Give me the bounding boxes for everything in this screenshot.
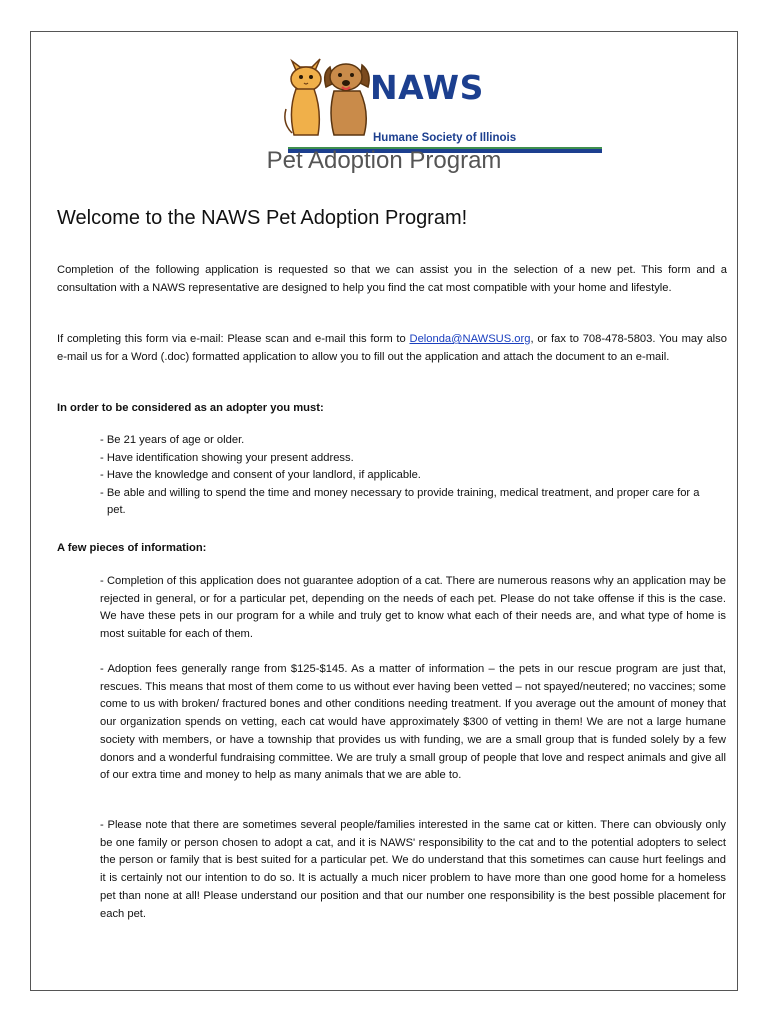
list-item: - Have the knowledge and consent of your landlord, if applicable. xyxy=(100,469,421,481)
logo-subtitle: Humane Society of Illinois xyxy=(373,132,517,144)
welcome-heading: Welcome to the NAWS Pet Adoption Program! xyxy=(57,207,468,229)
email-instructions xyxy=(57,331,727,366)
info-paragraph-selection: - Please note that there are sometimes several people/families interested in the same cat or kitten. There can obviously only be one family or person chosen to adopt a cat, and it is NAWS' responsibility to the cat and to the potential adopters to select the person or family that is best suited for a particular pet. We do understand that this sometimes can cause hurt feelings and it is certainly not our intention to do so. It is actually a much nicer problem to have more than one good home for a homeless pet than none at all! Please understand our position and that our number one responsibility is the best possible placement for each pet. xyxy=(100,819,726,920)
info-paragraph-fees: - Adoption fees generally range from $125-$145. As a matter of information – the pets in our rescue program are just that, rescues. This means that most of them come to us without ever having been vetted – not spayed/neutered; no vaccines; some come to us with broken/ fractured bones and other conditions needing treatment. If you average out the amount of money that our organization spends on vetting, each cat would have approximately $300 of vetting in them! We are not a large humane society with members, or have a township that provides us with funding, we are a small group that is funded solely by a few donors and a wonderful fundraising committee. We are truly a small group of people that love and respect animals and give all of our extra time and money to help as many animals that we are able to. xyxy=(100,663,726,782)
document-page xyxy=(30,31,738,991)
info-paragraph-guarantee: - Completion of this application does not guarantee adoption of a cat. There are numerous reasons why an application may be rejected in general, or for a particular pet, depending on the needs of each pet. Please do not take offense if this is the case. We have these pets in our program for a while and truly get to know what each of their needs are, and what type of home is most suitable for each of them. xyxy=(100,575,726,641)
email-instructions-continued: , or fax to 708-478-5803. You may also e-mail us for a Word (.doc) formatted application to allow you to fill out the application and attach the document to an e-mail. xyxy=(57,333,727,363)
list-item: - Have identification showing your present address. xyxy=(100,451,354,464)
email-instructions-text: If completing this form via e-mail: Please scan and e-mail this form to xyxy=(57,333,410,345)
list-item: - Be able and willing to spend the time and money necessary to provide training, medical treatment, and proper care for a pet. xyxy=(100,486,700,516)
list-item: - Be 21 years of age or older. xyxy=(100,434,245,446)
information-heading: A few pieces of information: xyxy=(57,542,207,554)
intro-paragraph: Completion of the following application is requested so that we can assist you in the selection of a new pet. This form and a consultation with a NAWS representative are designed to help you find the cat most compatible with your home and lifestyle. xyxy=(57,264,727,294)
page-title: Pet Adoption Program xyxy=(266,147,502,174)
requirements-heading: In order to be considered as an adopter you must: xyxy=(57,402,324,414)
requirements-list xyxy=(100,432,720,520)
logo-wordmark: NAWS xyxy=(370,68,484,107)
email-link[interactable]: Delonda@NAWSUS.org xyxy=(409,333,531,345)
cat-and-dog-icon xyxy=(278,53,374,139)
